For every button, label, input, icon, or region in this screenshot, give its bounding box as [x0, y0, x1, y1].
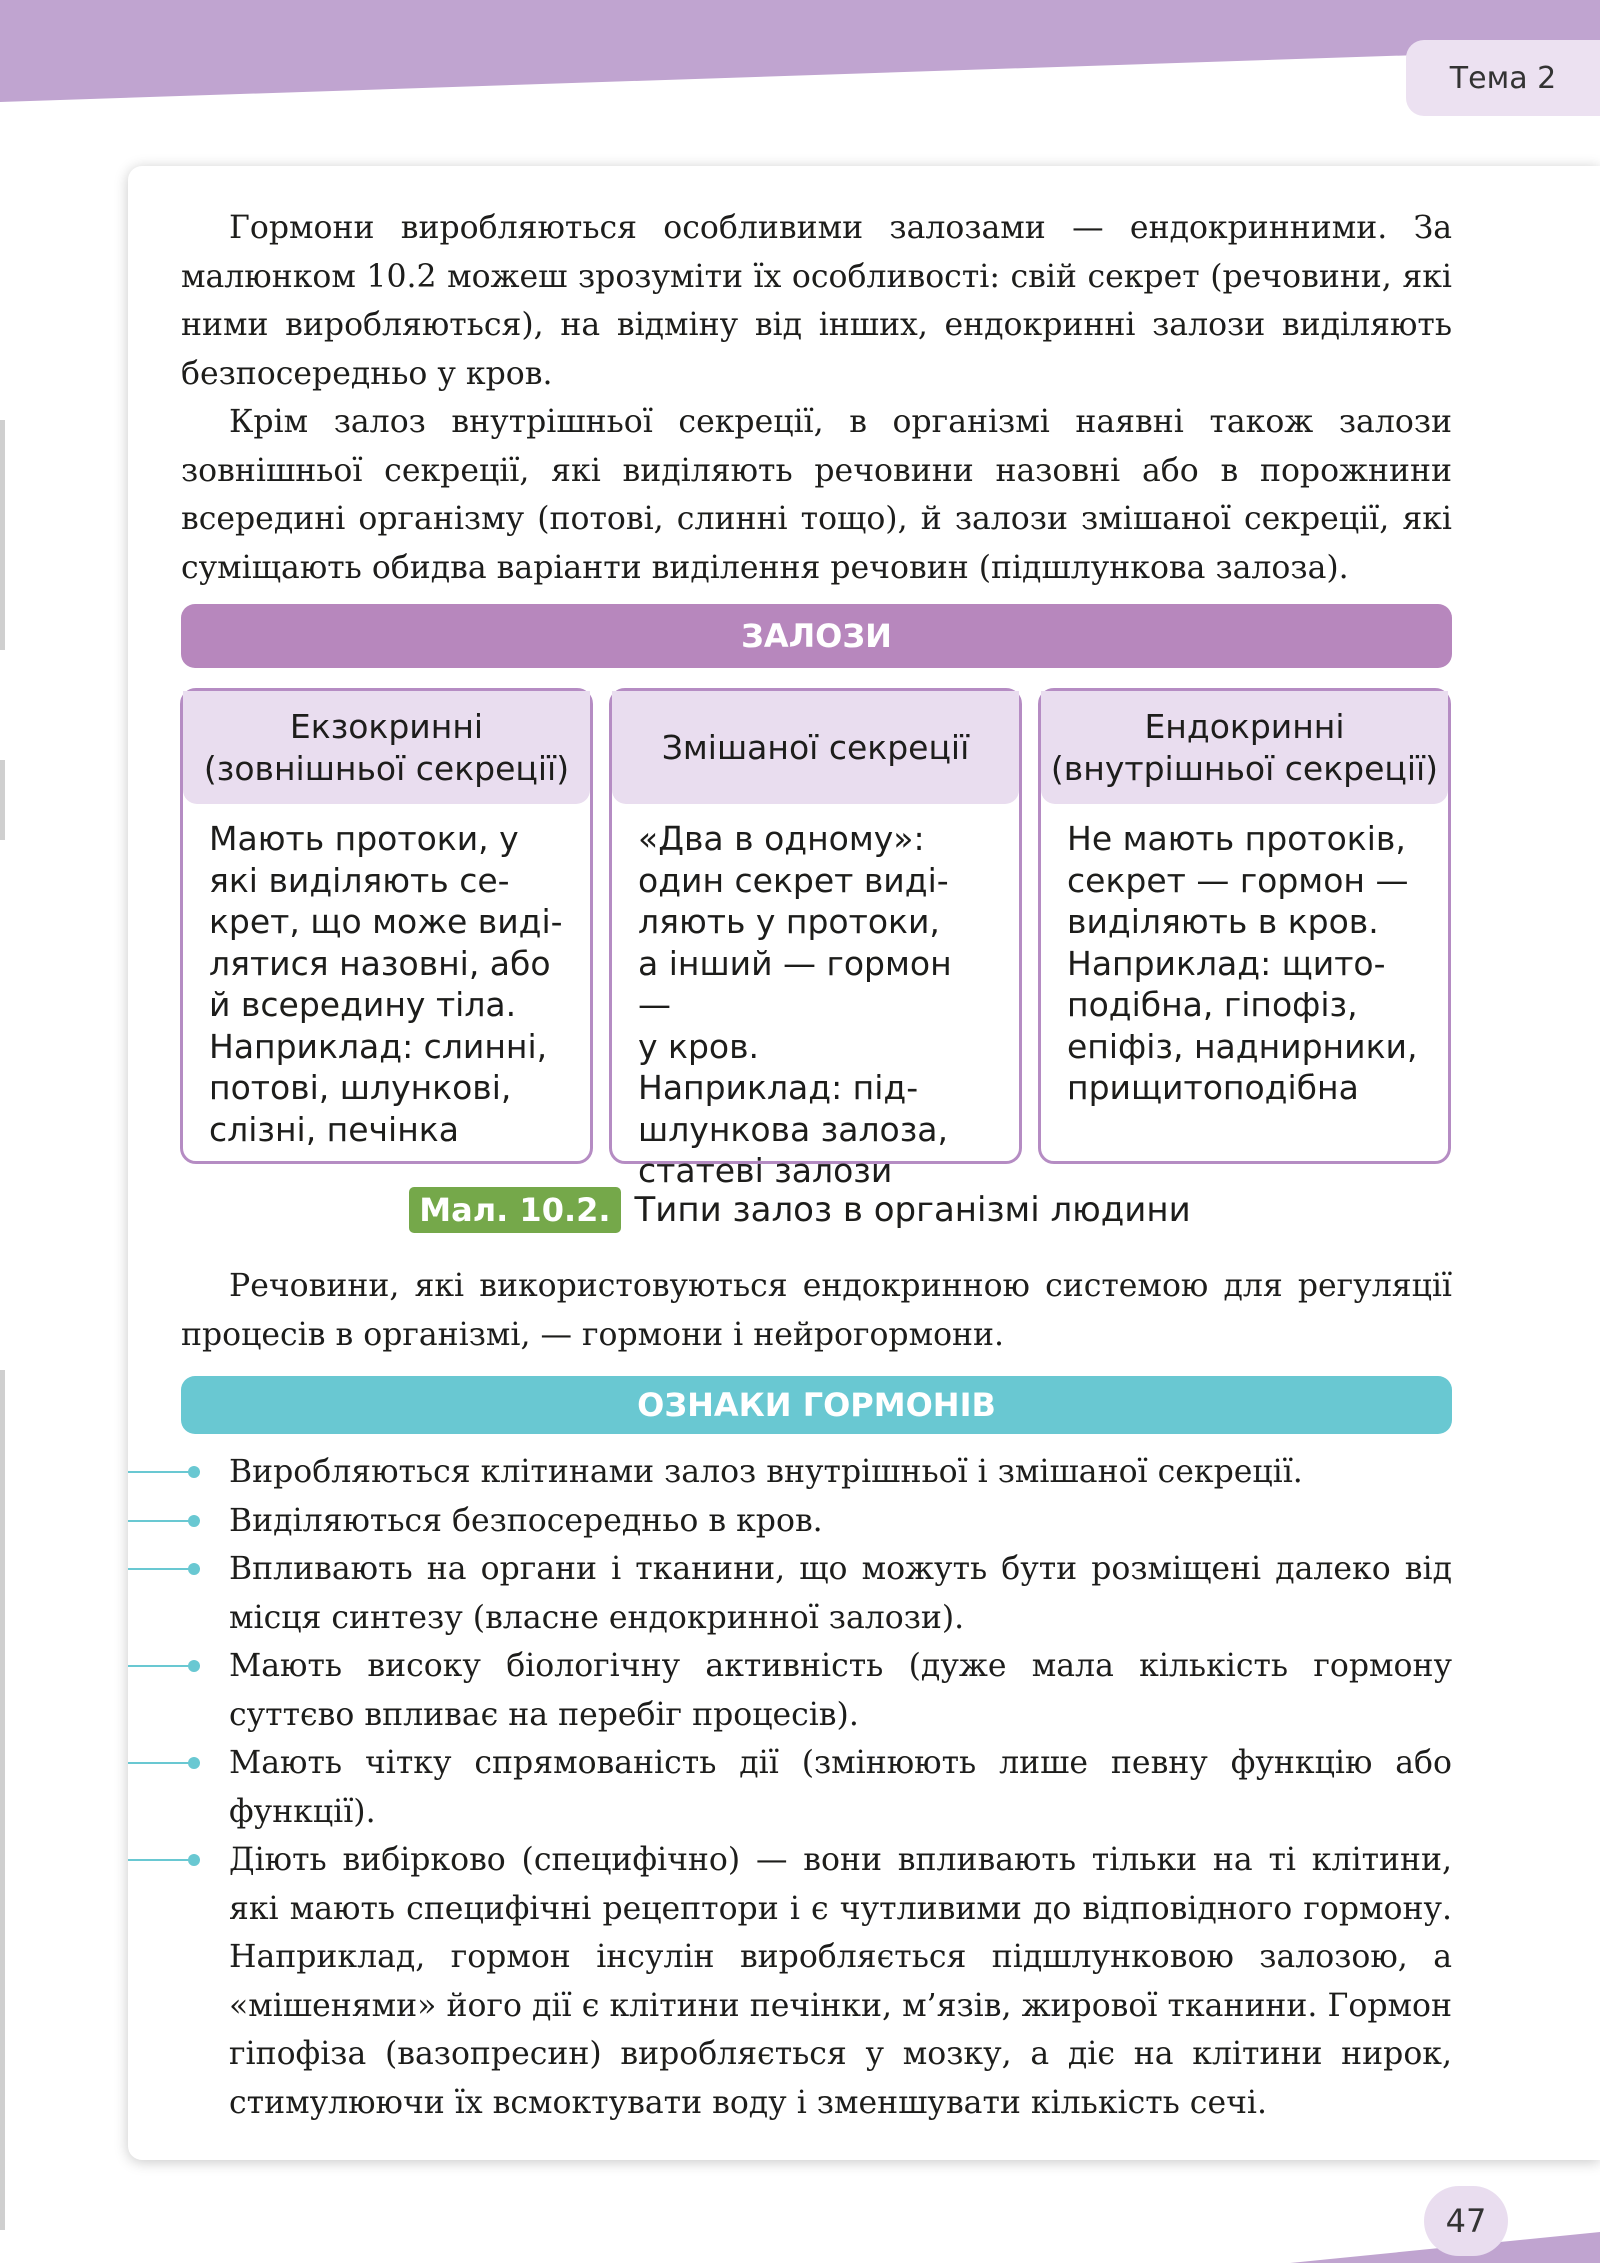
bullet-marker-icon [128, 1471, 194, 1473]
middle-paragraph: Речовини, які використовуються ендокринною системою для регуляції процесів в організмі, — гормони і нейрогормони. [181, 1268, 1452, 1353]
bullet-marker-icon [128, 1520, 194, 1522]
intro-paragraph-1: Гормони виробляються особливими залозами — ендокринними. За малюнком 10.2 можеш зрозуміти їх особливості: свій секрет (речовини, які ними виробляються), на відміну від інших, ендокринні залози виділяють безпосередньо у кров. [181, 210, 1452, 392]
column-heading-line1: Екзокринні [289, 706, 484, 746]
list-item [0, 1448, 1600, 1497]
column-heading [1041, 691, 1448, 804]
hormones-title-band: ОЗНАКИ ГОРМОНІВ [181, 1376, 1452, 1434]
list-item-text: Впливають на органи і тканини, що можуть бути розміщені далеко від місця синтезу (власне ендокринної залози). [229, 1551, 1452, 1636]
column-body: «Два в одному»: один секрет виді- ляють у протоки, а інший — гормон — у кров. Наприклад: під- шлункова залоза, статеві залози [638, 819, 952, 1190]
gland-column-endocrine [1038, 688, 1451, 1164]
figure-caption-text: Типи залоз в організмі людини [634, 1190, 1191, 1230]
list-item-text: Діють вибірково (специфічно) — вони впливають тільки на ті клітини, які мають специфічні рецептори і є чутливими до відповідного гормону. Наприклад, гормон інсулін виробляється підшлунковою залозою, а «мішенями» його дії є клітини печінки, м’язів, жирової тканини. Гормон гіпофіза (вазопресин) виробляється у мозку, а діє на клітини нирок, стимулюючи їх всмоктувати воду і зменшувати кількість сечі. [229, 1842, 1452, 2121]
list-item [0, 1836, 1600, 2127]
list-item [0, 1545, 1600, 1642]
bullet-marker-icon [128, 1859, 194, 1861]
header-band [0, 0, 1600, 102]
hormone-signs-list [0, 1448, 1600, 2127]
intro-paragraph-2: Крім залоз внутрішньої секреції, в організмі наявні також залози зовнішньої секреції, які виділяють речовини назовні або в порожнини всередині організму (потові, слинні тощо), й залози змішаної секреції, які суміщають обидва варіанти виділення речовин (підшлункова залоза). [181, 404, 1452, 586]
gland-column-mixed [609, 688, 1022, 1190]
topic-tab: Тема 2 [1406, 40, 1600, 116]
column-heading [183, 691, 590, 804]
bullet-marker-icon [128, 1665, 194, 1667]
column-body: Не мають протоків, секрет — гормон — виділяють в кров. Наприклад: щито- подібна, гіпофіз, епіфіз, наднирники, прищитоподібна [1067, 819, 1418, 1107]
list-item-text: Виділяються безпосередньо в кров. [229, 1502, 823, 1539]
list-item-text: Виробляються клітинами залоз внутрішньої і змішаної секреції. [229, 1454, 1303, 1490]
list-item [0, 1642, 1600, 1739]
list-item-text: Мають чітку спрямованість дії (змінюють лише певну функцію або функції). [229, 1745, 1452, 1830]
column-heading [612, 691, 1019, 804]
left-page-edge [0, 760, 5, 840]
column-heading-line1: Змішаної секреції [661, 727, 970, 767]
bullet-marker-icon [128, 1568, 194, 1570]
figure-label: Мал. 10.2. [409, 1187, 620, 1233]
glands-title-band: ЗАЛОЗИ [181, 604, 1452, 668]
page-number: 47 [1424, 2186, 1508, 2256]
column-heading-line2: (зовнішньої секреції) [203, 748, 570, 788]
left-page-edge [0, 420, 5, 650]
gland-column-exocrine [180, 688, 593, 1164]
list-item [0, 1739, 1600, 1836]
figure-caption [0, 1187, 1600, 1233]
list-item-text: Мають високу біологічну активність (дуже мала кількість гормону суттєво впливає на перебіг процесів). [229, 1648, 1452, 1733]
column-heading-line1: Ендокринні [1144, 706, 1345, 746]
bullet-marker-icon [128, 1762, 194, 1764]
column-body: Мають протоки, у які виділяють се- крет, що може виді- лятися назовні, або й всередину тіла. Наприклад: слинні, потові, шлункові, слізні, печінка [209, 819, 563, 1149]
list-item [0, 1497, 1600, 1546]
column-heading-line2: (внутрішньої секреції) [1050, 748, 1439, 788]
